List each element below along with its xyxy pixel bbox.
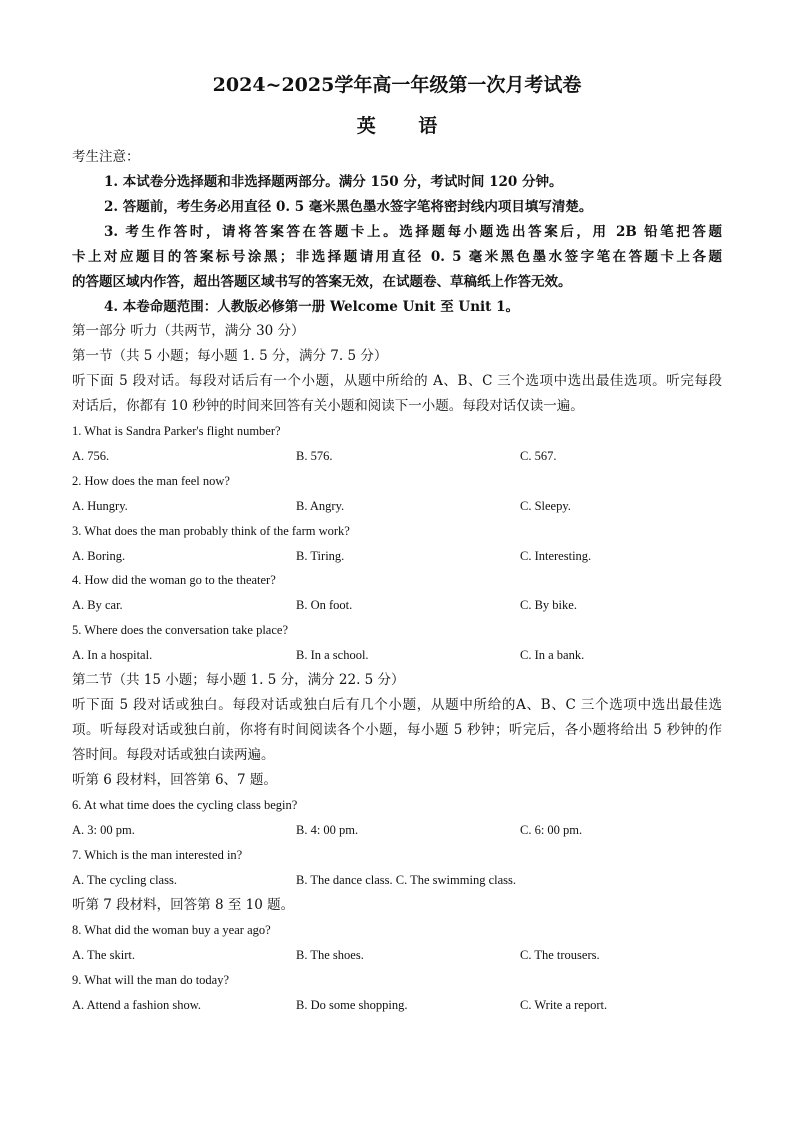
question-4: 4. How did the woman go to the theater? [72,573,276,587]
q4-option-b: B. On foot. [296,598,353,612]
question-8: 8. What did the woman buy a year ago? [72,923,271,937]
q9-option-b: B. Do some shopping. [296,998,408,1012]
section1-instruction-cont: 对话后，你都有 10 秒钟的时间来回答有关小题和阅读下一小题。每段对话仅读一遍。 [72,398,584,414]
notice-heading: 考生注意： [72,149,140,165]
q7-option-b-c: B. The dance class. C. The swimming class. [296,873,516,887]
q3-option-a: A. Boring. [72,549,126,563]
q7-option-a: A. The cycling class. [72,873,177,887]
question-2: 2. How does the man feel now? [72,474,230,488]
q5-option-b: B. In a school. [296,648,369,662]
q1-option-a: A. 756. [72,449,110,463]
section2-instruction-cont-2: 答时间。每段对话或独白读两遍。 [72,747,275,763]
notice-item-3-cont-1: 卡上对应题目的答案标号涂黑；非选择题请用直径 0. 5 毫米黑色墨水签字笔在答题卡上各题 [72,249,722,265]
notice-item-1: 1. 本试卷分选择题和非选择题两部分。满分 150 分，考试时间 120 分钟。 [104,174,563,190]
section2-heading: 第二节（共 15 小题；每小题 1. 5 分，满分 22. 5 分） [72,672,405,688]
question-1: 1. What is Sandra Parker's flight number? [72,424,281,438]
section2-instruction: 听下面 5 段对话或独白。每段对话或独白后有几个小题，从题中所给的A、B、C 三个选项中选出最佳选 [72,697,722,713]
q9-option-c: C. Write a report. [520,998,608,1012]
notice-item-3-cont-2: 的答题区域内作答，超出答题区域书写的答案无效，在试题卷、草稿纸上作答无效。 [72,274,572,290]
q5-option-a: A. In a hospital. [72,648,153,662]
notice-item-2: 2. 答题前，考生务必用直径 0. 5 毫米黑色墨水签字笔将密封线内项目填写清楚。 [104,199,593,215]
question-6: 6. At what time does the cycling class begin? [72,798,298,812]
q4-option-c: C. By bike. [520,598,577,612]
q4-option-a: A. By car. [72,598,123,612]
notice-item-3: 3. 考生作答时，请将答案答在答题卡上。选择题每小题选出答案后，用 2B 铅笔把答题 [104,224,722,240]
q2-option-c: C. Sleepy. [520,499,571,513]
material-7-note: 听第 7 段材料，回答第 8 至 10 题。 [72,897,295,913]
q6-option-c: C. 6: 00 pm. [520,823,583,837]
q2-option-b: B. Angry. [296,499,345,513]
q2-option-a: A. Hungry. [72,499,128,513]
q6-option-a: A. 3: 00 pm. [72,823,135,837]
section1-heading: 第一节（共 5 小题；每小题 1. 5 分，满分 7. 5 分） [72,348,388,364]
section2-instruction-cont-1: 项。听每段对话或独白前，你将有时间阅读各个小题，每小题 5 秒钟；听完后，各小题将给出 5 秒钟的作 [72,722,722,738]
notice-item-4: 4. 本卷命题范围：人教版必修第一册 Welcome Unit 至 Unit 1。 [104,299,519,315]
question-5: 5. Where does the conversation take place? [72,623,288,637]
q3-option-c: C. Interesting. [520,549,592,563]
material-6-note: 听第 6 段材料，回答第 6、7 题。 [72,772,277,788]
question-7: 7. Which is the man interested in? [72,848,243,862]
q5-option-c: C. In a bank. [520,648,585,662]
question-9: 9. What will the man do today? [72,973,230,987]
q1-option-b: B. 576. [296,449,333,463]
q6-option-b: B. 4: 00 pm. [296,823,359,837]
q8-option-b: B. The shoes. [296,948,364,962]
q3-option-b: B. Tiring. [296,549,345,563]
q9-option-a: A. Attend a fashion show. [72,998,202,1012]
subject-title: 英 语 [356,115,456,137]
question-3: 3. What does the man probably think of the farm work? [72,524,350,538]
section1-instruction: 听下面 5 段对话。每段对话后有一个小题，从题中所给的 A、B、C 三个选项中选出最佳选项。听完每段 [72,373,722,389]
exam-title: 2024~2025学年高一年级第一次月考试卷 [212,74,582,96]
q8-option-a: A. The skirt. [72,948,135,962]
q1-option-c: C. 567. [520,449,557,463]
part1-heading: 第一部分 听力（共两节，满分 30 分） [72,323,305,339]
q8-option-c: C. The trousers. [520,948,600,962]
